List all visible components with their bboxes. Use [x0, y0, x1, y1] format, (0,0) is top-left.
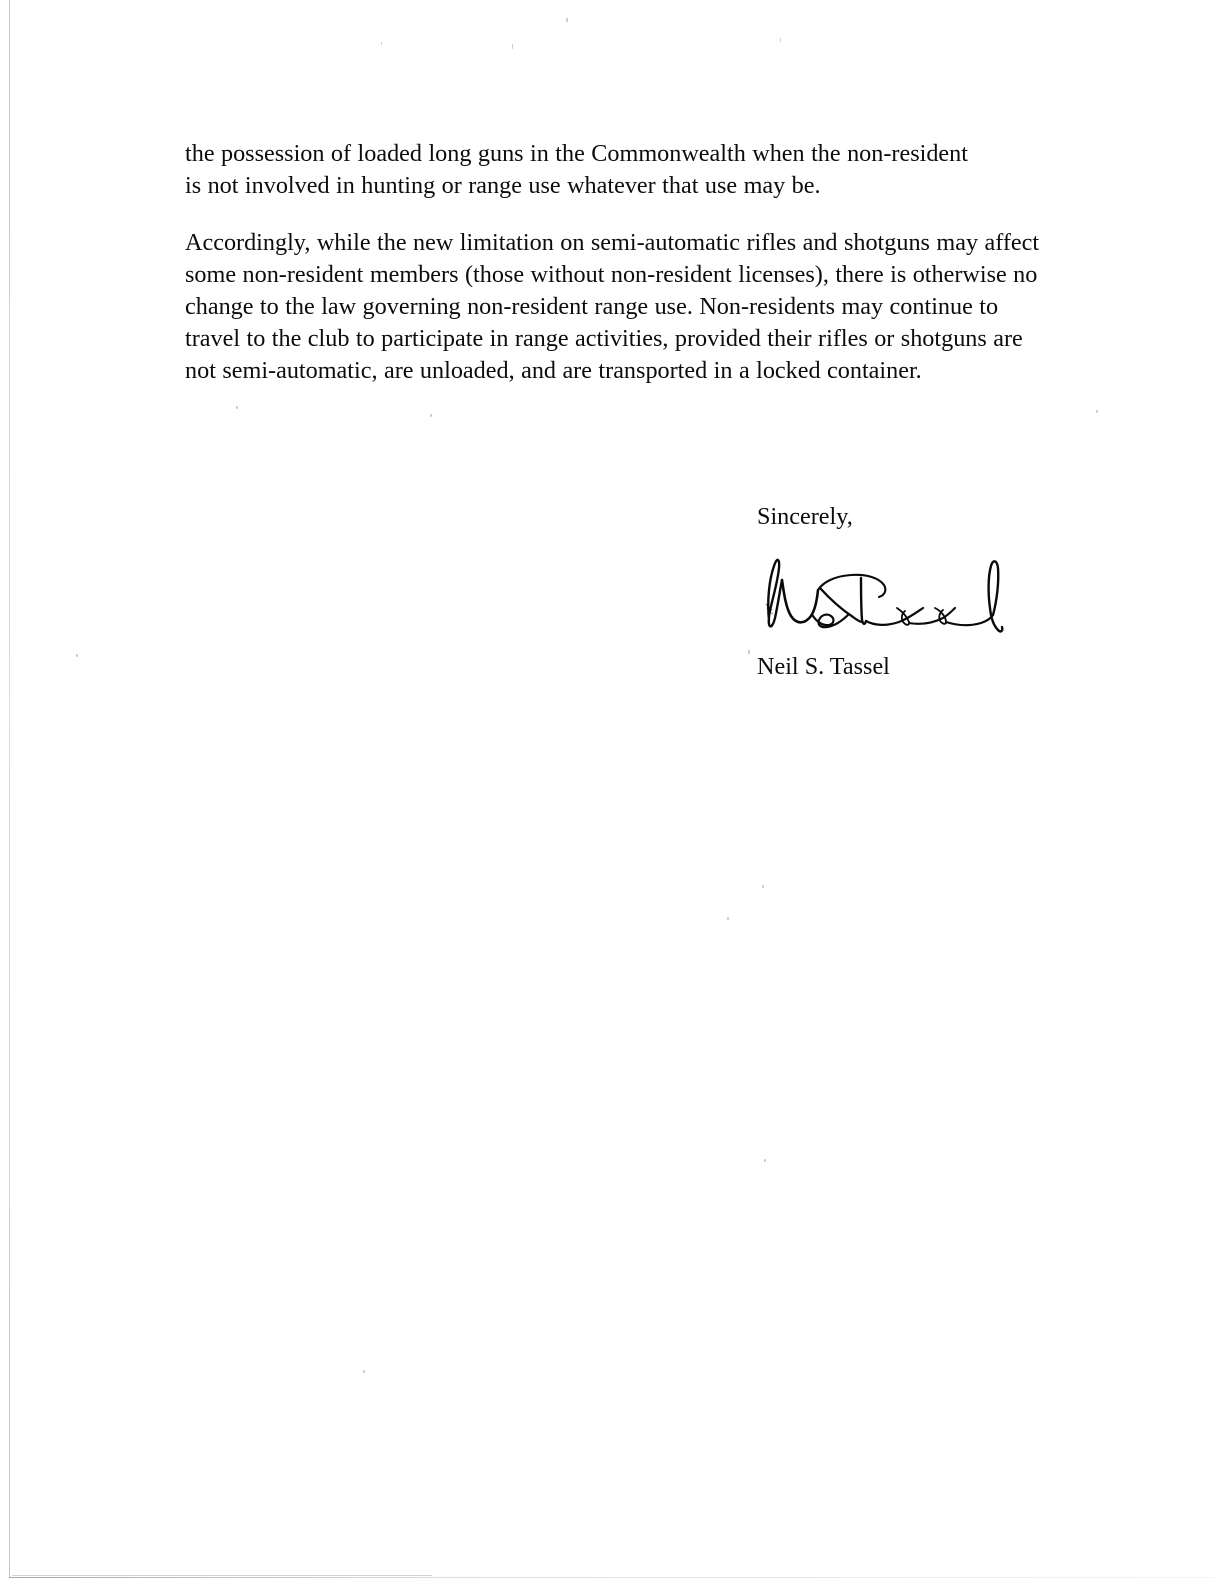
body-paragraph-1: the possession of loaded long guns in the Commonwealth when the non-resident is not involved in hunting or range use whatever that use may be. — [185, 140, 968, 199]
scan-speck — [748, 650, 750, 654]
letter-body — [185, 138, 1053, 387]
scan-speck — [727, 917, 729, 920]
scan-speck — [76, 654, 78, 657]
signer-name: Neil S. Tassel — [757, 653, 890, 680]
scan-edge-bottom-secondary-artifact — [12, 1575, 432, 1576]
salutation-text: Sincerely, — [757, 503, 853, 530]
scan-edge-bottom-artifact — [9, 1577, 1214, 1578]
closing-block — [757, 502, 1087, 682]
scan-speck — [762, 885, 764, 888]
handwritten-signature — [757, 546, 1009, 638]
body-paragraph-2: Accordingly, while the new limitation on semi-automatic rifles and shotguns may affect some non-resident members (those without non-resident licenses), there is otherwise no change to the law governing non-resident range use. Non-residents may continue to travel to the club to participate in range activities, provided their rifles or shotguns are not semi-automatic, are unloaded, and are transported in a locked container. — [185, 229, 1040, 384]
scan-speck — [1096, 410, 1098, 413]
scan-speck — [430, 414, 432, 417]
scan-speck — [780, 38, 781, 42]
scan-speck — [764, 1159, 766, 1162]
scan-speck — [512, 44, 513, 49]
scan-speck — [363, 1370, 365, 1373]
scan-speck — [381, 42, 382, 45]
scan-edge-left-artifact — [9, 0, 10, 1578]
scan-speck — [236, 406, 238, 409]
scan-speck — [566, 18, 568, 22]
